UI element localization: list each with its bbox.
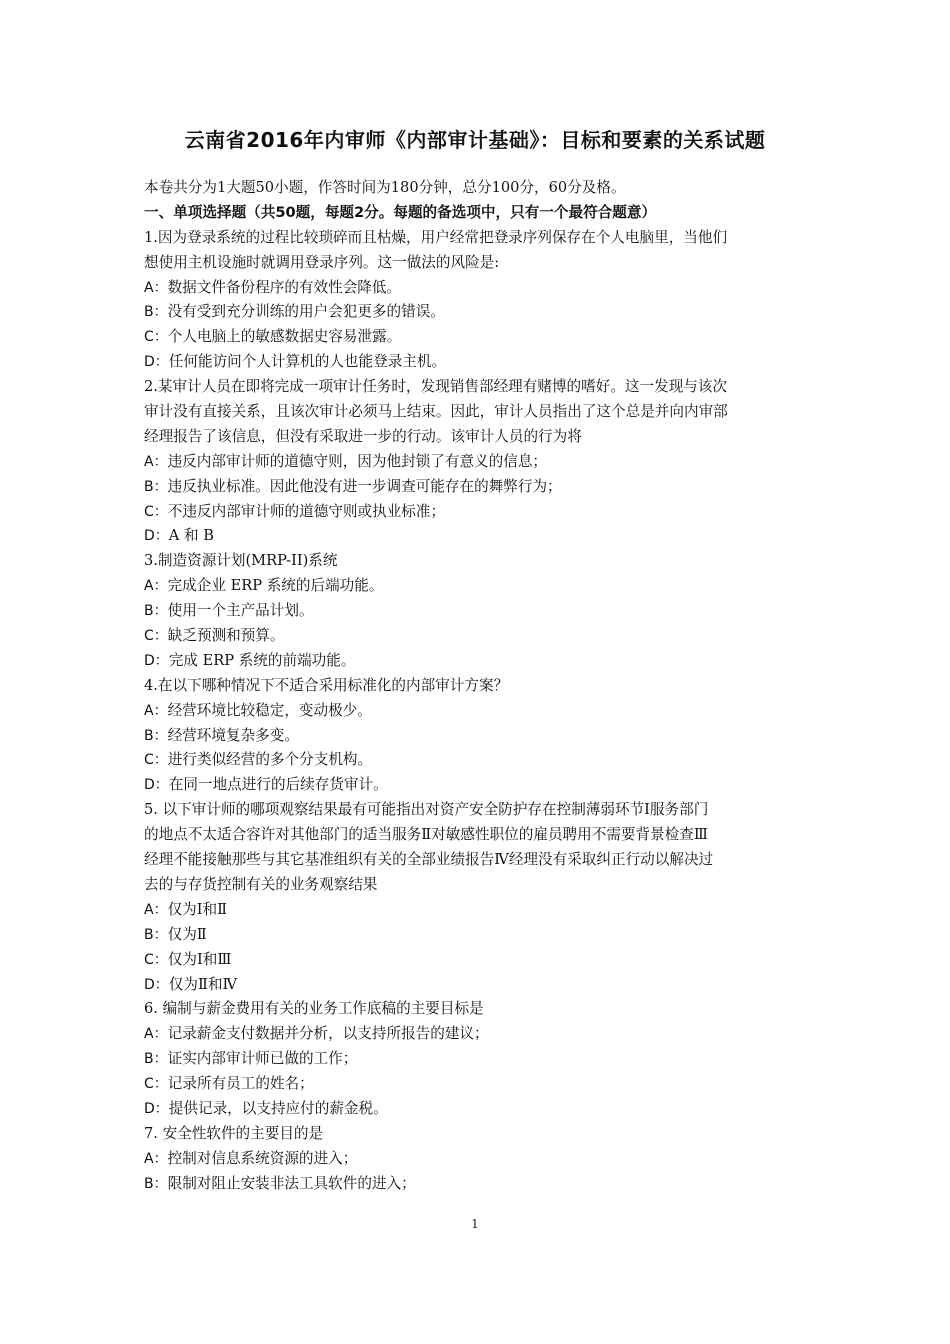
answer-option-label: C：	[144, 951, 168, 968]
answer-option-label: D：	[144, 652, 169, 669]
answer-option	[144, 450, 812, 475]
document-title: 云南省2016年内审师《内部审计基础》：目标和要素的关系试题	[184, 128, 766, 152]
answer-option	[144, 773, 812, 798]
answer-option	[144, 524, 812, 549]
answer-option-text: 仅为Ⅰ和Ⅲ	[167, 950, 232, 968]
answer-option-label: A：	[144, 1026, 168, 1043]
answer-option-text: 提供记录，以支持应付的薪金税。	[168, 1099, 388, 1117]
answer-option-label: D：	[144, 777, 169, 794]
answer-option-text: 使用一个主产品计划。	[167, 602, 314, 620]
answer-option-text: 进行类似经营的多个分支机构。	[167, 751, 373, 769]
question-stem-line: 2.某审计人员在即将完成一项审计任务时，发现销售部经理有赌博的嗜好。这一发现与该次	[144, 378, 728, 396]
answer-option	[144, 948, 812, 973]
answer-option	[144, 724, 812, 749]
answer-option-text: 不违反内部审计师的道德守则或执业标准；	[167, 502, 446, 520]
answer-option-label: A：	[144, 901, 168, 918]
answer-option-label: A：	[144, 702, 168, 719]
answer-option-text: 完成企业 ERP 系统的后端功能。	[167, 577, 384, 595]
question-list	[144, 226, 812, 1197]
answer-option	[144, 1047, 812, 1072]
answer-option-label: D：	[144, 528, 169, 545]
section-heading: 一、单项选择题（共50题，每题2分。每题的备选项中，只有一个最符合题意）	[144, 203, 657, 221]
answer-option	[144, 475, 812, 500]
answer-option-label: A：	[144, 578, 168, 595]
question-block	[144, 1122, 812, 1197]
answer-option	[144, 325, 812, 350]
page-number: 1	[471, 1217, 479, 1231]
answer-option	[144, 350, 812, 375]
question-stem-line: 7. 安全性软件的主要目的是	[144, 1124, 324, 1142]
question-block	[144, 798, 812, 997]
answer-option-text: 控制对信息系统资源的进入；	[167, 1149, 358, 1167]
answer-option	[144, 748, 812, 773]
question-stem-line: 想使用主机设施时就调用登录序列。这一做法的风险是:	[144, 253, 500, 271]
answer-option	[144, 898, 812, 923]
answer-option-text: 任何能访问个人计算机的人也能登录主机。	[168, 353, 447, 371]
answer-option-label: B：	[144, 727, 168, 744]
answer-option-label: C：	[144, 329, 168, 346]
answer-option-text: 违反内部审计师的道德守则，因为他封锁了有意义的信息；	[167, 452, 548, 470]
answer-option-label: B：	[144, 1051, 168, 1068]
answer-option-label: D：	[144, 1100, 169, 1117]
answer-option	[144, 276, 812, 301]
document-body	[144, 176, 812, 1197]
answer-option	[144, 574, 812, 599]
exam-intro: 本卷共分为1大题50小题，作答时间为180分钟，总分100分，60分及格。	[144, 179, 626, 196]
answer-option-text: 仅为Ⅱ和Ⅳ	[168, 975, 238, 993]
answer-option-text: 个人电脑上的敏感数据史容易泄露。	[167, 328, 402, 346]
answer-option-label: C：	[144, 1076, 168, 1093]
question-stem-line: 5. 以下审计师的哪项观察结果最有可能指出对资产安全防护存在控制薄弱环节Ⅰ服务部门	[144, 801, 709, 819]
answer-option	[144, 649, 812, 674]
answer-option-text: 仅为Ⅰ和Ⅱ	[167, 900, 228, 918]
answer-option-label: D：	[144, 976, 169, 993]
answer-option-text: 仅为Ⅱ	[167, 925, 207, 943]
answer-option	[144, 500, 812, 525]
question-stem-line: 6. 编制与薪金费用有关的业务工作底稿的主要目标是	[144, 1000, 484, 1018]
answer-option-label: A：	[144, 279, 168, 296]
answer-option	[144, 1172, 812, 1197]
answer-option-label: A：	[144, 1150, 168, 1167]
answer-option-label: C：	[144, 752, 168, 769]
answer-option-text: 记录所有员工的姓名；	[167, 1075, 314, 1093]
answer-option	[144, 599, 812, 624]
answer-option-label: A：	[144, 453, 168, 470]
question-block	[144, 226, 812, 375]
answer-option	[144, 1097, 812, 1122]
answer-option-text: 经营环境比较稳定，变动极少。	[167, 701, 372, 719]
answer-option-text: 限制对阻止安装非法工具软件的进入；	[167, 1174, 416, 1192]
answer-option	[144, 699, 812, 724]
answer-option-text: A 和 B	[168, 527, 214, 545]
answer-option-text: 记录薪金支付数据并分析，以支持所报告的建议；	[167, 1025, 489, 1043]
answer-option-label: B：	[144, 1175, 168, 1192]
answer-option	[144, 1147, 812, 1172]
answer-option-label: B：	[144, 926, 168, 943]
answer-option-text: 在同一地点进行的后续存货审计。	[168, 776, 388, 794]
answer-option	[144, 923, 812, 948]
question-block	[144, 549, 812, 673]
answer-option-label: B：	[144, 304, 168, 321]
question-stem-line: 经理不能接触那些与其它基准组织有关的全部业绩报告Ⅳ经理没有采取纠正行动以解决过	[144, 851, 714, 869]
answer-option-text: 完成 ERP 系统的前端功能。	[168, 651, 356, 669]
answer-option	[144, 300, 812, 325]
question-stem-line: 1.因为登录系统的过程比较琐碎而且枯燥，用户经常把登录序列保存在个人电脑里，当他们	[144, 228, 728, 246]
answer-option	[144, 973, 812, 998]
question-stem-line: 审计没有直接关系，且该次审计必须马上结束。因此，审计人员指出了这个总是并向内审部	[144, 403, 728, 421]
answer-option-label: D：	[144, 354, 169, 371]
answer-option-text: 数据文件备份程序的有效性会降低。	[167, 278, 402, 296]
question-stem-line: 经理报告了该信息，但没有采取进一步的行动。该审计人员的行为将	[144, 427, 582, 445]
answer-option-text: 没有受到充分训练的用户会犯更多的错误。	[167, 303, 445, 321]
answer-option-label: B：	[144, 478, 168, 495]
question-stem-line: 的地点不太适合容许对其他部门的适当服务Ⅱ对敏感性职位的雇员聘用不需要背景检查Ⅲ	[144, 826, 708, 844]
question-block	[144, 997, 812, 1121]
answer-option-label: C：	[144, 628, 168, 645]
answer-option-text: 经营环境复杂多变。	[167, 726, 299, 744]
question-block	[144, 375, 812, 549]
answer-option-label: B：	[144, 603, 168, 620]
question-stem-line: 4.在以下哪种情况下不适合采用标准化的内部审计方案？	[144, 676, 509, 694]
question-stem-line: 3.制造资源计划(MRP-II)系统	[144, 552, 338, 570]
answer-option-label: C：	[144, 503, 168, 520]
question-block	[144, 674, 812, 798]
answer-option-text: 违反执业标准。因此他没有进一步调查可能存在的舞弊行为；	[167, 477, 562, 495]
question-stem-line: 去的与存货控制有关的业务观察结果	[144, 875, 378, 893]
answer-option-text: 证实内部审计师已做的工作；	[167, 1050, 358, 1068]
answer-option-text: 缺乏预测和预算。	[167, 627, 285, 645]
answer-option	[144, 1022, 812, 1047]
answer-option	[144, 624, 812, 649]
answer-option	[144, 1072, 812, 1097]
